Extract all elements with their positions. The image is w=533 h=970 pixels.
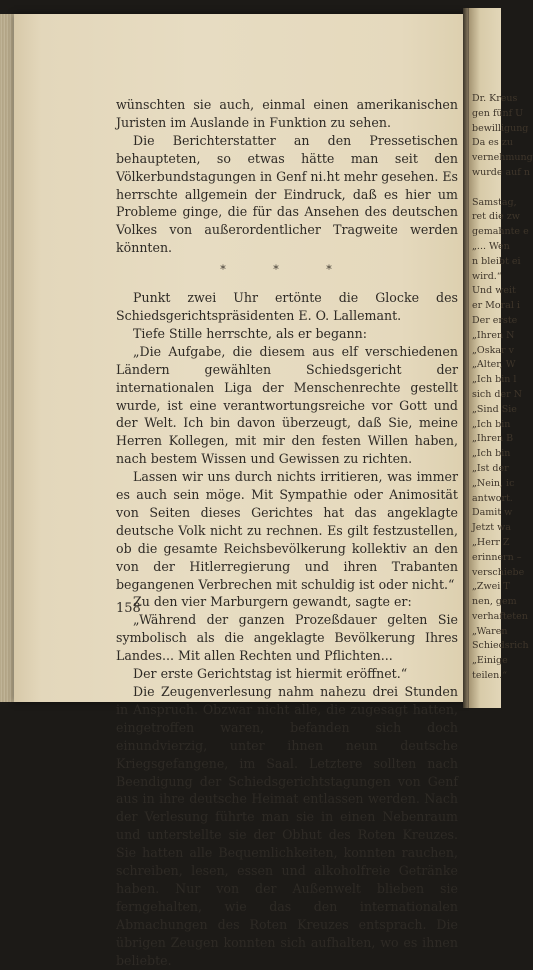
next-page-line: verschiebe [472,566,525,578]
next-page-line: gen fünf U [472,107,524,119]
next-page-line: „Ihren N [472,329,515,341]
paragraph: Die Berichterstatter an den Pressetischen behaupteten, so etwas hätte man seit den Völkerbundstagungen in Genf ni.ht mehr gesehen. Es herrschte allgemein der Eindruck, daß es hier um Probleme ginge, die für das Ansehen des deutschen Volkes von außerordentlicher Tragweite werden könnten. [116,132,458,256]
next-page-line: er Moral i [472,300,520,312]
next-page-line: Da es zu [472,137,513,149]
next-page-line: erinnern – [472,551,522,563]
next-page-line: „Ist der [472,462,509,474]
next-page-line: bewilligung [472,122,529,134]
next-page-line: Samstag, [472,196,517,208]
next-page-line: antwort. [472,492,513,504]
page-number: 158 [116,601,141,616]
next-page-line: „Einige [472,655,508,667]
paragraph: Tiefe Stille herrschte, als er begann: [133,325,368,341]
next-page-line: „Ich bin [472,418,511,430]
next-page-line: wird.“ [472,270,502,282]
paragraph: „Während der ganzen Prozeßdauer gelten Sie symbolisch als die angeklagte Bevölkerung Ihres Landes... Mit allen Rechten und Pflichten... [116,612,458,664]
next-page-line [469,181,533,196]
next-page-line: „Oskar v [472,344,514,356]
paragraph: Die Zeugenverlesung nahm nahezu drei Stunden in Anspruch. Obzwar nicht alle, die zugesagt hatten, eingetroffen waren, befanden sich doch einundvierzig, unter ihnen neun deutsche Kriegsgefangene, im Saal. Letztere sollten nach Beendigung der Schiedsgerichtstagungen von Genf aus in ihre deutsche Heimat entlassen werden. Nach der Verlesung führte man sie in einen Nebenraum und unterstellte sie der Obhut des Roten Kreuzes. Sie hatten alle Bequemlichkeiten, konnten rauchen, schreiben, lesen, essen und alkoholfreie Getränke haben. Nur von der Außenwelt blieben sie ferngehalten, wie das den internationalen Abmachungen des Roten Kreuzes entsprach. Die übrigen Zeugen konnten sich aufhalten, wo es ihnen beliebte. [116,684,458,968]
next-page-line: Der erste [472,314,518,326]
paragraph: Lassen wir uns durch nichts irritieren, was immer es auch sein möge. Mit Sympathie oder Animosität von Seiten dieses Gerichtes hat das angeklagte deutsche Volk nicht zu rechnen. Es gilt festzustellen, ob die gesamte Reichsbevölkerung kollektiv an den von der Hitlerregierung und ihren Trabanten begangenen Verbrechen mit schuldig ist oder nicht.“ [116,469,458,592]
next-page-line: vernehmung [472,152,533,164]
section-separator: * * * [220,263,354,277]
next-page-line: „Ich bin l [472,374,517,386]
next-page-line: n bleibt ei [472,255,521,267]
next-page-line: sich der N [472,388,522,400]
next-page-line: „Ihren B [472,433,514,445]
next-page-line: „Sind Sie [472,403,517,415]
next-page-line: Und weit [472,285,516,297]
paragraph: Der erste Gerichtstag ist hiermit eröffnet.“ [133,666,408,682]
next-page-line: „Alter, W [472,359,516,371]
next-page-line: „Zwei T [472,581,510,593]
next-page-line: Dr. Kreus [472,93,518,104]
next-page-line: „Waren [472,625,508,637]
next-page-line: teilen.“ [472,670,508,682]
paragraph: Zu den vier Marburgern gewandt, sagte er: [133,594,412,610]
next-page-line: „Nein, ic [472,477,515,489]
next-page-line: Jetzt wa [472,522,511,534]
next-page-line: verhafteten [472,610,528,622]
next-page-line: ret die zw [472,211,520,223]
next-page-line: „Ich bin [472,448,511,460]
next-page-text-fragments [469,92,533,684]
next-page-line: Damit w [472,507,513,519]
next-page-line: gemahnte e [472,226,529,238]
paragraph: wünschten sie auch, einmal einen amerikanischen Juristen im Auslande in Funktion zu sehen. [116,97,458,130]
next-page-line: wurde auf n [472,166,530,178]
paragraph: „Die Aufgabe, die diesem aus elf verschiedenen Ländern gewählten Schiedsgericht der internationalen Liga der Menschenrechte gestellt wurde, ist eine verantwortungsreiche vor Gott und der Welt. Ich bin davon überzeugt, daß Sie, meine Herren Kollegen, mit mir den festen Willen haben, nach bestem Wissen und Gewissen zu richten. [116,343,458,467]
page-body-text [116,96,458,970]
next-page-line: „... Wen [472,240,510,252]
next-page-line: Schiedsrich [472,640,529,652]
next-page-edge [469,8,533,708]
next-page-line: nen, gem [472,596,517,608]
next-page-line: „Herr Z [472,536,510,548]
paragraph: Punkt zwei Uhr ertönte die Glocke des Schiedsgerichtspräsidenten E. O. Lallemant. [116,290,458,323]
